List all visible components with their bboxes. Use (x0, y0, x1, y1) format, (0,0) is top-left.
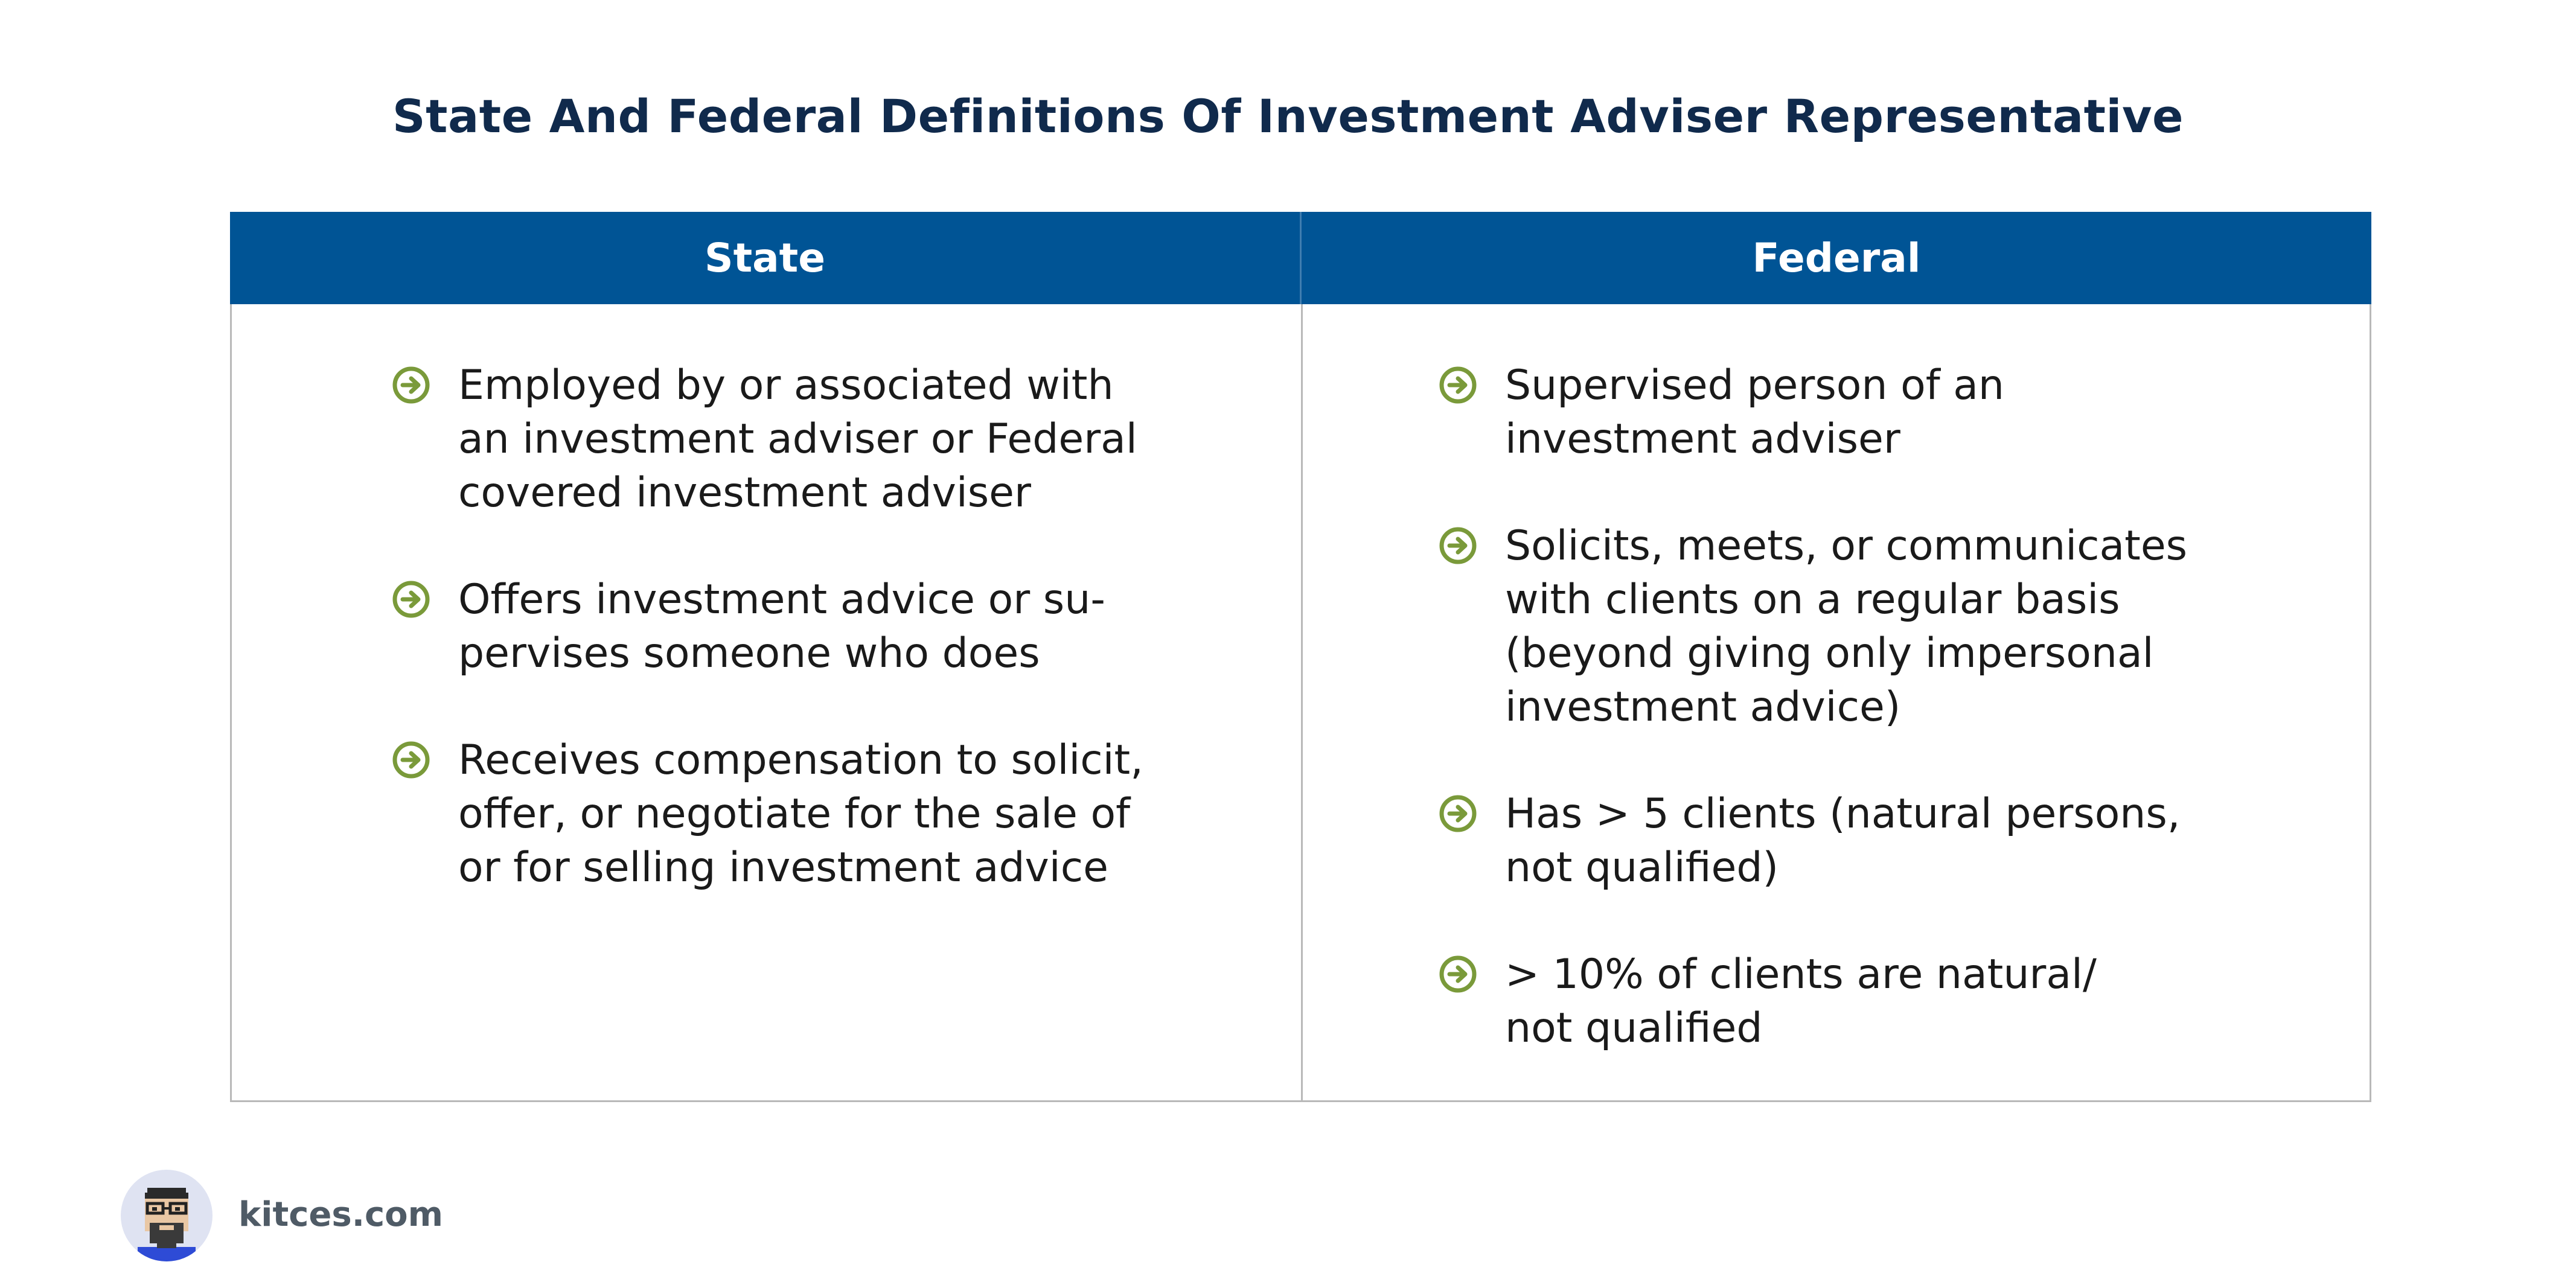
state-item-text: Offers investment advice or su- pervises someone who does (458, 576, 1105, 677)
federal-item-text: Solicits, meets, or communicates with clients on a regular basis (beyond giving only impersonal investment advice) (1505, 522, 2188, 731)
arrow-circle-right-icon (392, 580, 430, 619)
header-federal: Federal (1752, 235, 1921, 281)
list-item (1439, 948, 2344, 1055)
federal-item-text: Supervised person of an investment adviser (1505, 362, 2005, 463)
list-item (392, 733, 1297, 894)
list-item (392, 359, 1297, 520)
list-item (1439, 787, 2344, 894)
state-column (392, 359, 1297, 948)
arrow-circle-right-icon (392, 366, 430, 404)
arrow-circle-right-icon (392, 741, 430, 779)
federal-column (1439, 359, 2344, 1108)
definitions-table (230, 212, 2371, 1102)
federal-item-text: > 10% of clients are natural/ not qualified (1505, 951, 2097, 1052)
federal-item-text: Has > 5 clients (natural persons, not qualified) (1505, 790, 2181, 891)
arrow-circle-right-icon (1439, 366, 1477, 404)
header-state: State (705, 235, 825, 281)
state-item-text: Receives compensation to solicit, offer, or negotiate for the sale of or for selling investment advice (458, 736, 1143, 891)
page-title: State And Federal Definitions Of Investment Adviser Representative (392, 89, 2184, 143)
arrow-circle-right-icon (1439, 526, 1477, 565)
arrow-circle-right-icon (1439, 955, 1477, 993)
list-item (1439, 519, 2344, 734)
column-divider (1301, 304, 1303, 1102)
pixel-avatar-icon (121, 1170, 213, 1261)
list-item (392, 573, 1297, 680)
list-item (1439, 359, 2344, 466)
footer-site-name: kitces.com (238, 1195, 444, 1234)
table-header-row (230, 212, 2371, 304)
arrow-circle-right-icon (1439, 794, 1477, 833)
state-item-text: Employed by or associated with an investment adviser or Federal covered investment adviser (458, 362, 1137, 517)
